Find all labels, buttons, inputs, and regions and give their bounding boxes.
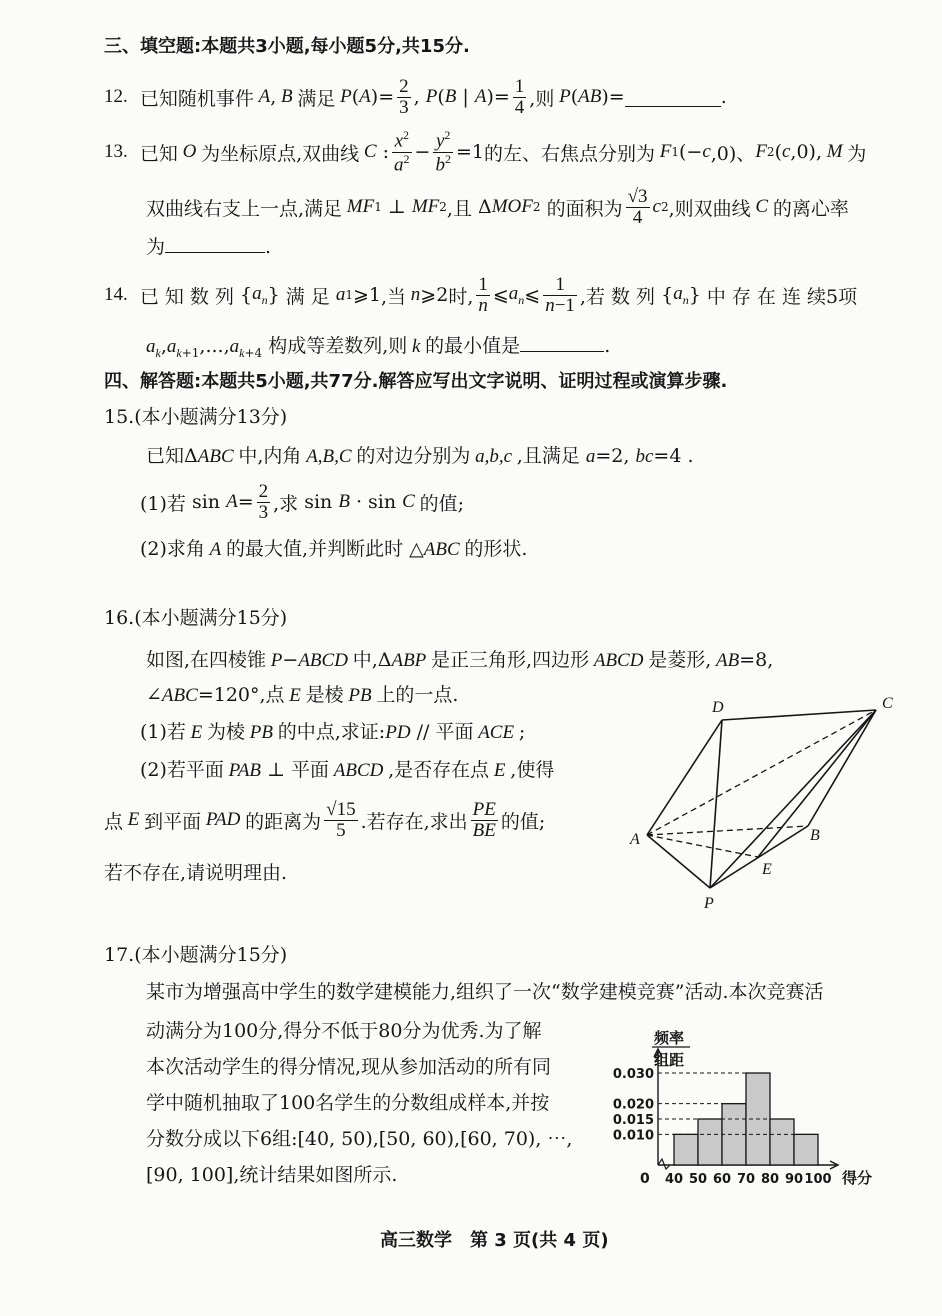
- edge-AD: [647, 720, 722, 835]
- question-12: 12. 已知随机事件 A , B 满足 P ( A )= $\frac{2}{3}$ , P ( B | A )= $\frac{1}{4}$ ,则 P ( AB )= .: [104, 75, 727, 118]
- q16-text: 点: [104, 810, 124, 833]
- y-tick-0.020: 0.020: [612, 1097, 654, 1113]
- q14-fraction-1n1: $\frac{1}{n-1}$: [545, 273, 575, 316]
- q17-line-2: 动满分为100分,得分不低于80分为优秀.为了解: [146, 1020, 542, 1042]
- x-tick-50: 50: [688, 1172, 708, 1187]
- label-E: E: [762, 861, 772, 878]
- q13-text: 已知: [139, 142, 178, 165]
- q16-line-1: 如图,在四棱锥 P−ABCD 中,ΔABP 是正三角形,四边形 ABCD 是菱形, AB=8,: [146, 649, 774, 671]
- q13-text: ,则双曲线: [668, 197, 751, 220]
- y-tick-0.010: 0.010: [612, 1128, 654, 1144]
- q12-fraction-1: $\frac{2}{3}$: [399, 75, 409, 118]
- edge-CB: [808, 710, 876, 826]
- q17-heading: 17.(本小题满分15分): [104, 944, 288, 966]
- q13-fraction-x: $\frac{x^2}{a^2}$: [394, 128, 410, 175]
- y-tick-0.015: 0.015: [612, 1113, 654, 1128]
- q16-text: ,点: [259, 684, 285, 706]
- bar-4: [770, 1119, 794, 1165]
- page-footer: 高三数学 第 3 页(共 4 页): [380, 1230, 609, 1251]
- q14-text: ,若 数 列: [579, 285, 656, 308]
- q16-fraction-ratio: $\frac{PE}{BE}$: [472, 798, 496, 841]
- bar-0: [674, 1134, 698, 1165]
- question-14-line-2: $a_k,a_{k+1},...,a_{k+4}$ 构成等差数列,则 k 的最小值是 .: [146, 335, 611, 360]
- q16-text: 是正三角形,四边形: [431, 649, 590, 671]
- edge-CP: [710, 710, 876, 888]
- q15-fraction: $\frac{2}{3}$: [258, 480, 269, 523]
- q15-text: (1)若: [140, 492, 186, 515]
- q13-text: 双曲线右支上一点,满足: [146, 197, 343, 220]
- ylabel-top: 频率: [654, 1029, 685, 1047]
- q16-fraction-distance: $\frac{√15}{5}$: [326, 798, 356, 841]
- q17-line-4: 学中随机抽取了100名学生的分数组成样本,并按: [146, 1092, 550, 1114]
- q15-text: ,且满足: [516, 445, 580, 467]
- q13-text: 为: [847, 142, 867, 165]
- x-tick-60: 60: [712, 1172, 732, 1187]
- label-D: D: [712, 699, 724, 716]
- q13-text: 为坐标原点,双曲线: [201, 142, 360, 165]
- q13-text: 为: [146, 236, 166, 258]
- q16-text: 是棱: [305, 684, 344, 706]
- q15-text: 的值;: [419, 492, 464, 515]
- q16-text: 如图,在四棱锥: [146, 649, 267, 671]
- q16-text: (1)若: [140, 721, 186, 743]
- q16-text: 平面: [435, 721, 474, 743]
- q12-answer-blank: [625, 88, 721, 107]
- origin-label: 0: [640, 1171, 650, 1187]
- q16-part-1: (1)若 E 为棱 PB 的中点,求证:PD // 平面 ACE ;: [140, 721, 526, 743]
- q16-text: ,是否存在点: [388, 759, 490, 781]
- xlabel: 得分: [842, 1169, 873, 1187]
- q16-text: 的值;: [500, 810, 546, 833]
- q15-text: 的形状.: [464, 538, 528, 560]
- label-C: C: [882, 695, 893, 712]
- section-3-heading: 三、填空题:本题共3小题,每小题5分,共15分.: [104, 36, 470, 57]
- y-tick-0.030: 0.030: [612, 1067, 654, 1082]
- edge-AC-hidden: [647, 710, 876, 835]
- q14-text: 已 知 数 列: [139, 285, 234, 308]
- q14-text: 中 存 在 连 续5项: [706, 285, 858, 308]
- q14-number: 14.: [104, 284, 128, 305]
- q15-part-1: (1)若 sin A = $\frac{2}{3}$ ,求 sin B · sin C 的值;: [140, 480, 464, 523]
- q14-text: 满 足: [285, 285, 330, 308]
- x-tick-80: 80: [760, 1172, 780, 1187]
- q16-text: 上的一点.: [376, 684, 459, 706]
- x-tick-100: 100: [804, 1172, 832, 1187]
- ylabel-bottom: 组距: [654, 1051, 685, 1069]
- q16-text: ,使得: [510, 759, 555, 781]
- q13-text: 的离心率: [772, 197, 849, 220]
- q15-text: ,求: [273, 492, 299, 515]
- edge-AB-hidden: [647, 826, 808, 835]
- q17-line-1: 某市为增强高中学生的数学建模能力,组织了一次“数学建模竞赛”活动.本次竞赛活: [146, 981, 824, 1003]
- q12-number: 12.: [104, 86, 128, 107]
- q14-text: 时,: [448, 285, 474, 308]
- q14-answer-blank: [520, 333, 604, 352]
- pyramid-figure: [620, 690, 910, 915]
- q16-line-6: 若不存在,请说明理由.: [104, 862, 288, 884]
- question-13-line-2: 双曲线右支上一点,满足 MF 1 ⊥ MF 2 ,且 Δ MOF 2 的面积为 $\frac{√3}{4}$ c 2 ,则双曲线 C 的离心率: [146, 185, 849, 228]
- q16-text: 为棱: [207, 721, 246, 743]
- q15-text: (2)求角: [140, 538, 205, 560]
- q15-text: 已知: [146, 445, 185, 467]
- q13-text: 的左、右焦点分别为: [483, 142, 655, 165]
- bar-5: [794, 1134, 818, 1165]
- q17-line-6: [90, 100],统计结果如图所示.: [146, 1164, 398, 1186]
- q16-text: 到平面: [144, 810, 202, 833]
- q12-tail: ,则: [529, 87, 555, 110]
- q15-heading: 15.(本小题满分13分): [104, 406, 288, 428]
- axis-break: [658, 1159, 670, 1169]
- q16-heading: 16.(本小题满分15分): [104, 607, 288, 629]
- q16-text: 是菱形,: [648, 649, 712, 671]
- q16-part-2: (2)若平面 PAB ⊥ 平面 ABCD ,是否存在点 E ,使得: [140, 759, 555, 781]
- label-A: A: [630, 831, 640, 848]
- q16-text: (2)若平面: [140, 759, 224, 781]
- section-4-heading: 四、解答题:本题共5小题,共77分.解答应写出文字说明、证明过程或演算步骤.: [104, 371, 728, 392]
- q12-text: 已知随机事件: [139, 87, 254, 110]
- q15-text: 的最大值,并判断此时: [226, 538, 404, 560]
- q15-line-1: 已知ΔABC 中,内角 A,B,C 的对边分别为 a,b,c ,且满足 a=2, bc=4 .: [146, 445, 694, 467]
- q14-text: 构成等差数列,则: [268, 335, 408, 357]
- frequency-histogram: [596, 1025, 896, 1195]
- q13-answer-blank: [165, 234, 265, 253]
- q14-text: 的最小值是: [425, 335, 521, 357]
- x-tick-70: 70: [736, 1172, 756, 1187]
- q16-text: 平面: [291, 759, 330, 781]
- q17-line-3: 本次活动学生的得分情况,现从参加活动的所有同: [146, 1056, 552, 1078]
- q16-line-2: ∠ABC=120°,点 E 是棱 PB 上的一点.: [146, 684, 459, 706]
- q14-text: ,当: [381, 285, 407, 308]
- q15-text: 中,内角: [238, 445, 302, 467]
- q17-line-5: 分数分成以下6组:[40, 50),[50, 60),[60, 70), ⋯,: [146, 1128, 573, 1150]
- q12-text-mid: 满足: [297, 87, 336, 110]
- label-B: B: [810, 827, 820, 844]
- q16-text: 的距离为: [245, 810, 322, 833]
- question-13-line-1: 13. 已知 O 为坐标原点,双曲线 C : $\frac{x^2}{a^2}$ − $\frac{y^2}{b^2}$ =1 的左、右焦点分别为 F 1 (− c ,0)、 F 2 ( c ,0), M 为: [104, 128, 867, 175]
- x-tick-40: 40: [664, 1172, 684, 1187]
- q13-text: 的面积为: [546, 197, 623, 220]
- q13-fraction-y: $\frac{y^2}{b^2}$: [435, 128, 451, 175]
- x-tick-90: 90: [784, 1172, 804, 1187]
- q12-fraction-2: $\frac{1}{4}$: [514, 75, 525, 118]
- question-13-line-3: 为 .: [146, 236, 272, 258]
- label-P: P: [704, 895, 714, 912]
- q15-text: 的对边分别为: [356, 445, 471, 467]
- bar-1: [698, 1119, 722, 1165]
- q15-part-2: (2)求角 A 的最大值,并判断此时 △ABC 的形状.: [140, 538, 528, 560]
- edge-DC: [722, 710, 876, 720]
- q14-fraction-1n: $\frac{1}{n}$: [478, 273, 488, 316]
- edge-DP: [710, 720, 722, 888]
- q16-line-5: 点 E 到平面 PAD 的距离为 $\frac{√15}{5}$ .若存在,求出 $\frac{PE}{BE}$ 的值;: [104, 798, 546, 841]
- q16-text: 的中点,求证:: [277, 721, 386, 743]
- edge-AP: [647, 835, 710, 888]
- q13-fraction-area: $\frac{√3}{4}$: [627, 185, 648, 228]
- q16-text: .若存在,求出: [360, 810, 468, 833]
- q16-text: 中,: [352, 649, 378, 671]
- q13-text: ,且: [446, 197, 472, 220]
- q13-number: 13.: [104, 141, 128, 162]
- question-14-line-1: 14. 已 知 数 列 { $a_n$ } 满 足 a 1 ⩾1 ,当 n ⩾2 时, $\frac{1}{n}$ ⩽ $a_n$ ⩽ $\frac{1}{n-1}$ ,若 数 列 { $a_n$ } 中 存 在 连 续5项: [104, 273, 858, 316]
